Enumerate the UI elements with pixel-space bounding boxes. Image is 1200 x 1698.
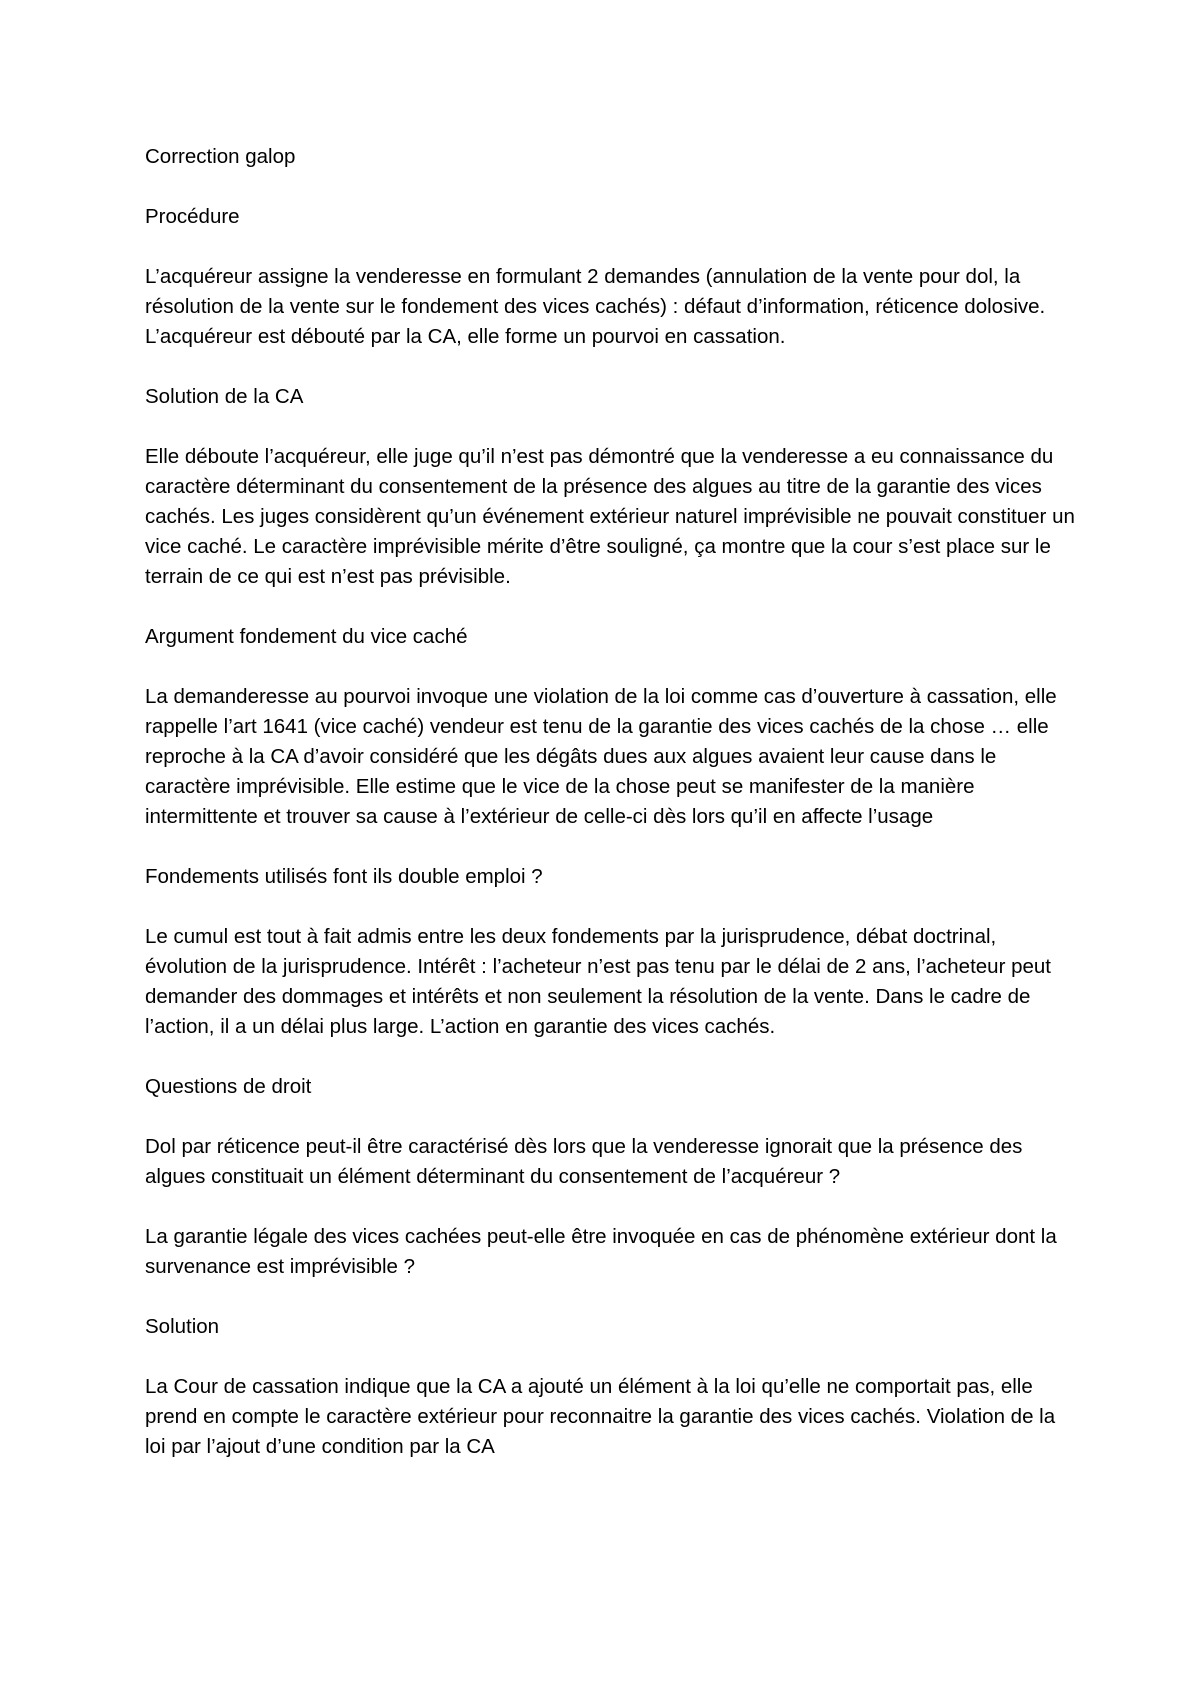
- section-paragraph-question-2: La garantie légale des vices cachées peut-elle être invoquée en cas de phénomène extérieur dont la survenance est imprévisible ?: [145, 1225, 1057, 1278]
- section-paragraph-solution: La Cour de cassation indique que la CA a ajouté un élément à la loi qu’elle ne comportait pas, elle prend en compte le caractère extérieur pour reconnaitre la garantie des vices cachés. Violation de la loi par l’ajout d’une condition par la CA: [145, 1375, 1056, 1458]
- section-heading-argument: Argument fondement du vice caché: [145, 625, 468, 648]
- section-heading-questions: Questions de droit: [145, 1075, 312, 1098]
- section-paragraph-fondements: Le cumul est tout à fait admis entre les deux fondements par la jurisprudence, débat doctrinal, évolution de la jurisprudence. Intérêt : l’acheteur n’est pas tenu par le délai de 2 ans, l’acheteur peut demander des dommages et intérêts et non seulement la résolution de la vente. Dans le cadre de l’action, il a un délai plus large. L’action en garantie des vices cachés.: [145, 925, 1051, 1038]
- section-heading-solution: Solution: [145, 1315, 220, 1338]
- section-heading-solution-ca: Solution de la CA: [145, 385, 304, 408]
- section-heading-procedure: Procédure: [145, 205, 240, 228]
- section-paragraph-question-1: Dol par réticence peut-il être caractérisé dès lors que la venderesse ignorait que la présence des algues constituait un élément déterminant du consentement de l’acquéreur ?: [145, 1135, 1023, 1188]
- document-title: Correction galop: [145, 145, 296, 168]
- section-paragraph-argument: La demanderesse au pourvoi invoque une violation de la loi comme cas d’ouverture à cassation, elle rappelle l’art 1641 (vice caché) vendeur est tenu de la garantie des vices cachés de la chose … elle reproche à la CA d’avoir considéré que les dégâts dues aux algues avaient leur cause dans le caractère imprévisible. Elle estime que le vice de la chose peut se manifester de la manière intermittente et trouver sa cause à l’extérieur de celle-ci dès lors qu’il en affecte l’usage: [145, 685, 1057, 828]
- section-heading-fondements: Fondements utilisés font ils double emploi ?: [145, 865, 543, 888]
- section-paragraph-solution-ca: Elle déboute l’acquéreur, elle juge qu’il n’est pas démontré que la venderesse a eu connaissance du caractère déterminant du consentement de la présence des algues au titre de la garantie des vices cachés. Les juges considèrent qu’un événement extérieur naturel imprévisible ne pouvait constituer un vice caché. Le caractère imprévisible mérite d’être souligné, ça montre que la cour s’est place sur le terrain de ce qui est n’est pas prévisible.: [145, 445, 1075, 588]
- document-page: [145, 142, 1075, 1492]
- section-paragraph-procedure: L’acquéreur assigne la venderesse en formulant 2 demandes (annulation de la vente pour dol, la résolution de la vente sur le fondement des vices cachés) : défaut d’information, réticence dolosive. L’acquéreur est débouté par la CA, elle forme un pourvoi en cassation.: [145, 265, 1046, 348]
